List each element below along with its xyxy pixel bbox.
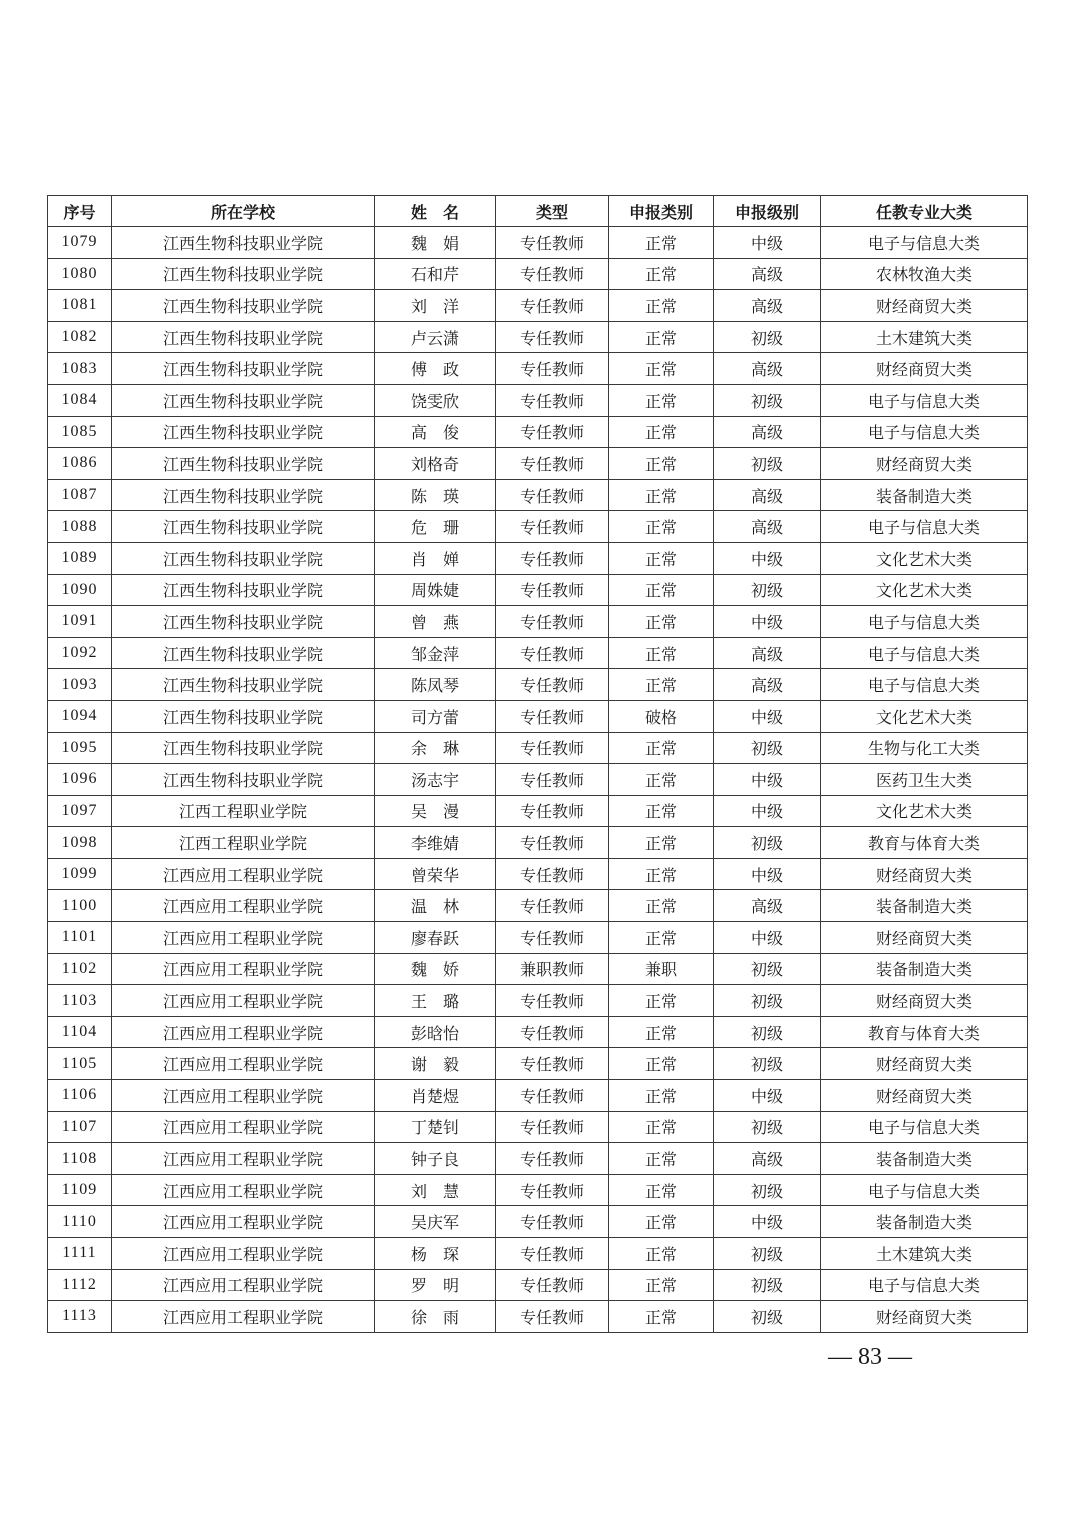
- cell-apply-level: 中级: [714, 227, 821, 259]
- table-row: [48, 448, 1028, 480]
- cell-apply-category: 正常: [609, 290, 714, 322]
- cell-type: 专任教师: [496, 827, 609, 859]
- cell-name: 徐 雨: [375, 1301, 496, 1333]
- cell-apply-level: 中级: [714, 764, 821, 796]
- table-row: [48, 700, 1028, 732]
- cell-seq: 1099: [48, 858, 112, 890]
- cell-apply-category: 正常: [609, 542, 714, 574]
- table-row: [48, 384, 1028, 416]
- table-row: [48, 795, 1028, 827]
- cell-seq: 1090: [48, 574, 112, 606]
- cell-seq: 1106: [48, 1080, 112, 1112]
- cell-name: 卢云潇: [375, 321, 496, 353]
- header-seq: 序号: [48, 196, 112, 227]
- cell-apply-category: 正常: [609, 827, 714, 859]
- cell-name: 魏 娇: [375, 953, 496, 985]
- table-row: [48, 1301, 1028, 1333]
- cell-type: 专任教师: [496, 479, 609, 511]
- cell-school: 江西生物科技职业学院: [112, 384, 375, 416]
- cell-apply-level: 中级: [714, 922, 821, 954]
- cell-major-category: 电子与信息大类: [821, 606, 1028, 638]
- cell-apply-category: 正常: [609, 764, 714, 796]
- cell-major-category: 医药卫生大类: [821, 764, 1028, 796]
- cell-apply-category: 正常: [609, 1206, 714, 1238]
- cell-name: 刘格奇: [375, 448, 496, 480]
- cell-name: 丁楚钊: [375, 1111, 496, 1143]
- table-row: [48, 353, 1028, 385]
- cell-major-category: 土木建筑大类: [821, 321, 1028, 353]
- cell-name: 廖春跃: [375, 922, 496, 954]
- cell-major-category: 电子与信息大类: [821, 384, 1028, 416]
- table-row: [48, 511, 1028, 543]
- cell-name: 肖楚煜: [375, 1080, 496, 1112]
- cell-apply-category: 正常: [609, 922, 714, 954]
- header-major-category: 任教专业大类: [821, 196, 1028, 227]
- cell-apply-level: 初级: [714, 732, 821, 764]
- cell-type: 专任教师: [496, 669, 609, 701]
- cell-type: 专任教师: [496, 890, 609, 922]
- cell-school: 江西应用工程职业学院: [112, 1269, 375, 1301]
- cell-seq: 1088: [48, 511, 112, 543]
- cell-school: 江西应用工程职业学院: [112, 890, 375, 922]
- cell-seq: 1080: [48, 258, 112, 290]
- cell-name: 陈 瑛: [375, 479, 496, 511]
- table-row: [48, 669, 1028, 701]
- cell-major-category: 电子与信息大类: [821, 1174, 1028, 1206]
- cell-type: 专任教师: [496, 606, 609, 638]
- table-row: [48, 827, 1028, 859]
- cell-seq: 1084: [48, 384, 112, 416]
- cell-school: 江西生物科技职业学院: [112, 321, 375, 353]
- cell-apply-level: 初级: [714, 827, 821, 859]
- cell-apply-category: 正常: [609, 574, 714, 606]
- cell-major-category: 财经商贸大类: [821, 448, 1028, 480]
- table-row: [48, 1111, 1028, 1143]
- cell-apply-level: 初级: [714, 321, 821, 353]
- cell-school: 江西生物科技职业学院: [112, 258, 375, 290]
- cell-apply-level: 初级: [714, 1048, 821, 1080]
- table-body: [48, 227, 1028, 1333]
- cell-major-category: 财经商贸大类: [821, 353, 1028, 385]
- cell-type: 专任教师: [496, 922, 609, 954]
- cell-major-category: 文化艺术大类: [821, 795, 1028, 827]
- cell-seq: 1112: [48, 1269, 112, 1301]
- cell-name: 肖 婵: [375, 542, 496, 574]
- cell-apply-category: 正常: [609, 890, 714, 922]
- cell-seq: 1097: [48, 795, 112, 827]
- cell-type: 专任教师: [496, 511, 609, 543]
- cell-seq: 1100: [48, 890, 112, 922]
- cell-apply-category: 正常: [609, 479, 714, 511]
- cell-apply-level: 初级: [714, 1238, 821, 1270]
- table-row: [48, 258, 1028, 290]
- cell-apply-category: 正常: [609, 1238, 714, 1270]
- cell-name: 傅 政: [375, 353, 496, 385]
- cell-apply-category: 正常: [609, 795, 714, 827]
- cell-apply-level: 中级: [714, 1206, 821, 1238]
- cell-seq: 1094: [48, 700, 112, 732]
- cell-seq: 1113: [48, 1301, 112, 1333]
- table-row: [48, 227, 1028, 259]
- cell-apply-level: 初级: [714, 1016, 821, 1048]
- cell-major-category: 电子与信息大类: [821, 511, 1028, 543]
- cell-school: 江西应用工程职业学院: [112, 953, 375, 985]
- cell-apply-level: 高级: [714, 290, 821, 322]
- cell-school: 江西应用工程职业学院: [112, 1048, 375, 1080]
- cell-apply-category: 正常: [609, 1143, 714, 1175]
- table-row: [48, 922, 1028, 954]
- cell-apply-level: 初级: [714, 1301, 821, 1333]
- table-row: [48, 1143, 1028, 1175]
- header-apply-category: 申报类别: [609, 196, 714, 227]
- cell-apply-level: 初级: [714, 448, 821, 480]
- cell-apply-category: 正常: [609, 1080, 714, 1112]
- cell-type: 专任教师: [496, 448, 609, 480]
- cell-apply-category: 正常: [609, 448, 714, 480]
- cell-type: 专任教师: [496, 700, 609, 732]
- cell-school: 江西应用工程职业学院: [112, 922, 375, 954]
- cell-apply-level: 中级: [714, 858, 821, 890]
- cell-major-category: 装备制造大类: [821, 953, 1028, 985]
- cell-name: 危 珊: [375, 511, 496, 543]
- table-row: [48, 416, 1028, 448]
- cell-seq: 1102: [48, 953, 112, 985]
- cell-apply-category: 正常: [609, 1048, 714, 1080]
- cell-apply-category: 破格: [609, 700, 714, 732]
- table-row: [48, 1048, 1028, 1080]
- cell-school: 江西生物科技职业学院: [112, 448, 375, 480]
- cell-major-category: 装备制造大类: [821, 479, 1028, 511]
- cell-apply-level: 高级: [714, 479, 821, 511]
- cell-name: 司方蕾: [375, 700, 496, 732]
- cell-name: 刘 洋: [375, 290, 496, 322]
- cell-seq: 1091: [48, 606, 112, 638]
- cell-name: 彭晗怡: [375, 1016, 496, 1048]
- cell-school: 江西生物科技职业学院: [112, 290, 375, 322]
- cell-name: 温 林: [375, 890, 496, 922]
- cell-type: 专任教师: [496, 1301, 609, 1333]
- cell-type: 专任教师: [496, 353, 609, 385]
- cell-school: 江西应用工程职业学院: [112, 1080, 375, 1112]
- cell-major-category: 电子与信息大类: [821, 1269, 1028, 1301]
- cell-school: 江西应用工程职业学院: [112, 858, 375, 890]
- cell-apply-level: 高级: [714, 511, 821, 543]
- cell-seq: 1093: [48, 669, 112, 701]
- cell-type: 专任教师: [496, 290, 609, 322]
- cell-major-category: 财经商贸大类: [821, 1301, 1028, 1333]
- cell-name: 余 琳: [375, 732, 496, 764]
- cell-school: 江西生物科技职业学院: [112, 542, 375, 574]
- table-row: [48, 1016, 1028, 1048]
- cell-major-category: 教育与体育大类: [821, 1016, 1028, 1048]
- cell-school: 江西生物科技职业学院: [112, 479, 375, 511]
- cell-apply-level: 初级: [714, 1111, 821, 1143]
- cell-apply-level: 初级: [714, 1174, 821, 1206]
- cell-school: 江西生物科技职业学院: [112, 416, 375, 448]
- cell-major-category: 财经商贸大类: [821, 1080, 1028, 1112]
- page-number: — 83 —: [828, 1344, 912, 1370]
- cell-apply-level: 初级: [714, 1269, 821, 1301]
- cell-apply-level: 高级: [714, 637, 821, 669]
- cell-seq: 1096: [48, 764, 112, 796]
- table-row: [48, 321, 1028, 353]
- cell-apply-level: 初级: [714, 384, 821, 416]
- table-header-row: [48, 196, 1028, 227]
- cell-seq: 1081: [48, 290, 112, 322]
- cell-major-category: 财经商贸大类: [821, 290, 1028, 322]
- cell-seq: 1107: [48, 1111, 112, 1143]
- cell-seq: 1087: [48, 479, 112, 511]
- cell-school: 江西应用工程职业学院: [112, 985, 375, 1017]
- table-row: [48, 1206, 1028, 1238]
- cell-type: 专任教师: [496, 227, 609, 259]
- cell-school: 江西工程职业学院: [112, 795, 375, 827]
- cell-apply-category: 正常: [609, 1301, 714, 1333]
- cell-apply-category: 正常: [609, 258, 714, 290]
- table-row: [48, 953, 1028, 985]
- cell-seq: 1089: [48, 542, 112, 574]
- cell-type: 兼职教师: [496, 953, 609, 985]
- cell-major-category: 装备制造大类: [821, 1206, 1028, 1238]
- cell-seq: 1082: [48, 321, 112, 353]
- cell-school: 江西应用工程职业学院: [112, 1174, 375, 1206]
- cell-apply-category: 正常: [609, 353, 714, 385]
- cell-major-category: 文化艺术大类: [821, 542, 1028, 574]
- cell-type: 专任教师: [496, 1111, 609, 1143]
- table-row: [48, 479, 1028, 511]
- table-row: [48, 732, 1028, 764]
- cell-apply-level: 高级: [714, 258, 821, 290]
- cell-school: 江西工程职业学院: [112, 827, 375, 859]
- table-row: [48, 637, 1028, 669]
- cell-school: 江西应用工程职业学院: [112, 1143, 375, 1175]
- cell-major-category: 财经商贸大类: [821, 985, 1028, 1017]
- cell-seq: 1086: [48, 448, 112, 480]
- cell-apply-category: 正常: [609, 637, 714, 669]
- cell-apply-level: 初级: [714, 985, 821, 1017]
- cell-major-category: 电子与信息大类: [821, 416, 1028, 448]
- cell-apply-level: 初级: [714, 574, 821, 606]
- cell-name: 杨 琛: [375, 1238, 496, 1270]
- cell-apply-level: 高级: [714, 416, 821, 448]
- cell-apply-category: 正常: [609, 511, 714, 543]
- cell-seq: 1108: [48, 1143, 112, 1175]
- cell-apply-category: 正常: [609, 985, 714, 1017]
- cell-seq: 1103: [48, 985, 112, 1017]
- cell-type: 专任教师: [496, 384, 609, 416]
- cell-name: 饶雯欣: [375, 384, 496, 416]
- cell-type: 专任教师: [496, 1016, 609, 1048]
- cell-major-category: 教育与体育大类: [821, 827, 1028, 859]
- cell-seq: 1095: [48, 732, 112, 764]
- header-type: 类型: [496, 196, 609, 227]
- cell-name: 邹金萍: [375, 637, 496, 669]
- cell-major-category: 电子与信息大类: [821, 227, 1028, 259]
- cell-school: 江西生物科技职业学院: [112, 764, 375, 796]
- cell-name: 谢 毅: [375, 1048, 496, 1080]
- cell-name: 吴庆军: [375, 1206, 496, 1238]
- cell-seq: 1109: [48, 1174, 112, 1206]
- cell-school: 江西生物科技职业学院: [112, 353, 375, 385]
- cell-school: 江西生物科技职业学院: [112, 227, 375, 259]
- cell-apply-level: 中级: [714, 542, 821, 574]
- cell-seq: 1083: [48, 353, 112, 385]
- cell-school: 江西生物科技职业学院: [112, 574, 375, 606]
- header-name: 姓 名: [375, 196, 496, 227]
- cell-major-category: 装备制造大类: [821, 1143, 1028, 1175]
- cell-type: 专任教师: [496, 858, 609, 890]
- table-row: [48, 606, 1028, 638]
- cell-school: 江西应用工程职业学院: [112, 1016, 375, 1048]
- cell-type: 专任教师: [496, 1143, 609, 1175]
- cell-apply-category: 正常: [609, 416, 714, 448]
- cell-apply-category: 正常: [609, 732, 714, 764]
- table-row: [48, 542, 1028, 574]
- cell-name: 吴 漫: [375, 795, 496, 827]
- cell-apply-category: 正常: [609, 227, 714, 259]
- cell-school: 江西应用工程职业学院: [112, 1301, 375, 1333]
- cell-name: 汤志宇: [375, 764, 496, 796]
- cell-major-category: 财经商贸大类: [821, 1048, 1028, 1080]
- cell-apply-level: 高级: [714, 669, 821, 701]
- cell-name: 曾 燕: [375, 606, 496, 638]
- cell-name: 罗 明: [375, 1269, 496, 1301]
- cell-type: 专任教师: [496, 1269, 609, 1301]
- cell-type: 专任教师: [496, 416, 609, 448]
- cell-apply-category: 正常: [609, 1174, 714, 1206]
- cell-school: 江西生物科技职业学院: [112, 511, 375, 543]
- cell-type: 专任教师: [496, 985, 609, 1017]
- cell-school: 江西生物科技职业学院: [112, 700, 375, 732]
- cell-apply-level: 高级: [714, 353, 821, 385]
- cell-apply-category: 正常: [609, 384, 714, 416]
- table-row: [48, 985, 1028, 1017]
- cell-type: 专任教师: [496, 574, 609, 606]
- cell-major-category: 生物与化工大类: [821, 732, 1028, 764]
- cell-name: 高 俊: [375, 416, 496, 448]
- cell-apply-category: 正常: [609, 321, 714, 353]
- table-row: [48, 858, 1028, 890]
- cell-school: 江西应用工程职业学院: [112, 1111, 375, 1143]
- cell-name: 曾荣华: [375, 858, 496, 890]
- cell-major-category: 文化艺术大类: [821, 700, 1028, 732]
- cell-apply-category: 正常: [609, 669, 714, 701]
- cell-major-category: 土木建筑大类: [821, 1238, 1028, 1270]
- cell-school: 江西生物科技职业学院: [112, 669, 375, 701]
- table-row: [48, 1238, 1028, 1270]
- cell-seq: 1110: [48, 1206, 112, 1238]
- cell-name: 石和芹: [375, 258, 496, 290]
- cell-type: 专任教师: [496, 764, 609, 796]
- cell-seq: 1098: [48, 827, 112, 859]
- table-row: [48, 1174, 1028, 1206]
- cell-apply-level: 中级: [714, 795, 821, 827]
- cell-school: 江西生物科技职业学院: [112, 732, 375, 764]
- cell-type: 专任教师: [496, 321, 609, 353]
- cell-school: 江西生物科技职业学院: [112, 637, 375, 669]
- cell-type: 专任教师: [496, 1238, 609, 1270]
- cell-apply-category: 正常: [609, 1111, 714, 1143]
- cell-major-category: 电子与信息大类: [821, 669, 1028, 701]
- cell-name: 陈凤琴: [375, 669, 496, 701]
- table-row: [48, 290, 1028, 322]
- cell-type: 专任教师: [496, 1174, 609, 1206]
- table-row: [48, 1269, 1028, 1301]
- cell-name: 魏 娟: [375, 227, 496, 259]
- cell-name: 刘 慧: [375, 1174, 496, 1206]
- cell-apply-level: 中级: [714, 700, 821, 732]
- cell-type: 专任教师: [496, 258, 609, 290]
- cell-apply-category: 正常: [609, 606, 714, 638]
- cell-seq: 1111: [48, 1238, 112, 1270]
- cell-apply-level: 中级: [714, 1080, 821, 1112]
- cell-apply-category: 正常: [609, 858, 714, 890]
- cell-apply-level: 初级: [714, 953, 821, 985]
- table-row: [48, 764, 1028, 796]
- cell-major-category: 财经商贸大类: [821, 858, 1028, 890]
- cell-seq: 1101: [48, 922, 112, 954]
- cell-apply-level: 中级: [714, 606, 821, 638]
- cell-seq: 1079: [48, 227, 112, 259]
- cell-name: 钟子良: [375, 1143, 496, 1175]
- cell-apply-level: 高级: [714, 1143, 821, 1175]
- cell-major-category: 电子与信息大类: [821, 1111, 1028, 1143]
- cell-type: 专任教师: [496, 1048, 609, 1080]
- cell-type: 专任教师: [496, 637, 609, 669]
- cell-type: 专任教师: [496, 1080, 609, 1112]
- cell-apply-category: 正常: [609, 1269, 714, 1301]
- cell-name: 李维婧: [375, 827, 496, 859]
- cell-seq: 1105: [48, 1048, 112, 1080]
- table-row: [48, 1080, 1028, 1112]
- cell-school: 江西应用工程职业学院: [112, 1238, 375, 1270]
- cell-type: 专任教师: [496, 542, 609, 574]
- cell-name: 周姝婕: [375, 574, 496, 606]
- cell-name: 王 璐: [375, 985, 496, 1017]
- cell-major-category: 财经商贸大类: [821, 922, 1028, 954]
- cell-major-category: 农林牧渔大类: [821, 258, 1028, 290]
- cell-apply-category: 兼职: [609, 953, 714, 985]
- cell-apply-level: 高级: [714, 890, 821, 922]
- cell-school: 江西应用工程职业学院: [112, 1206, 375, 1238]
- teacher-list-table: [47, 195, 1028, 1333]
- cell-type: 专任教师: [496, 732, 609, 764]
- cell-major-category: 装备制造大类: [821, 890, 1028, 922]
- header-apply-level: 申报级别: [714, 196, 821, 227]
- cell-apply-category: 正常: [609, 1016, 714, 1048]
- cell-seq: 1104: [48, 1016, 112, 1048]
- table-row: [48, 890, 1028, 922]
- cell-school: 江西生物科技职业学院: [112, 606, 375, 638]
- cell-seq: 1085: [48, 416, 112, 448]
- cell-major-category: 电子与信息大类: [821, 637, 1028, 669]
- header-school: 所在学校: [112, 196, 375, 227]
- cell-seq: 1092: [48, 637, 112, 669]
- table-row: [48, 574, 1028, 606]
- cell-major-category: 文化艺术大类: [821, 574, 1028, 606]
- cell-type: 专任教师: [496, 1206, 609, 1238]
- cell-type: 专任教师: [496, 795, 609, 827]
